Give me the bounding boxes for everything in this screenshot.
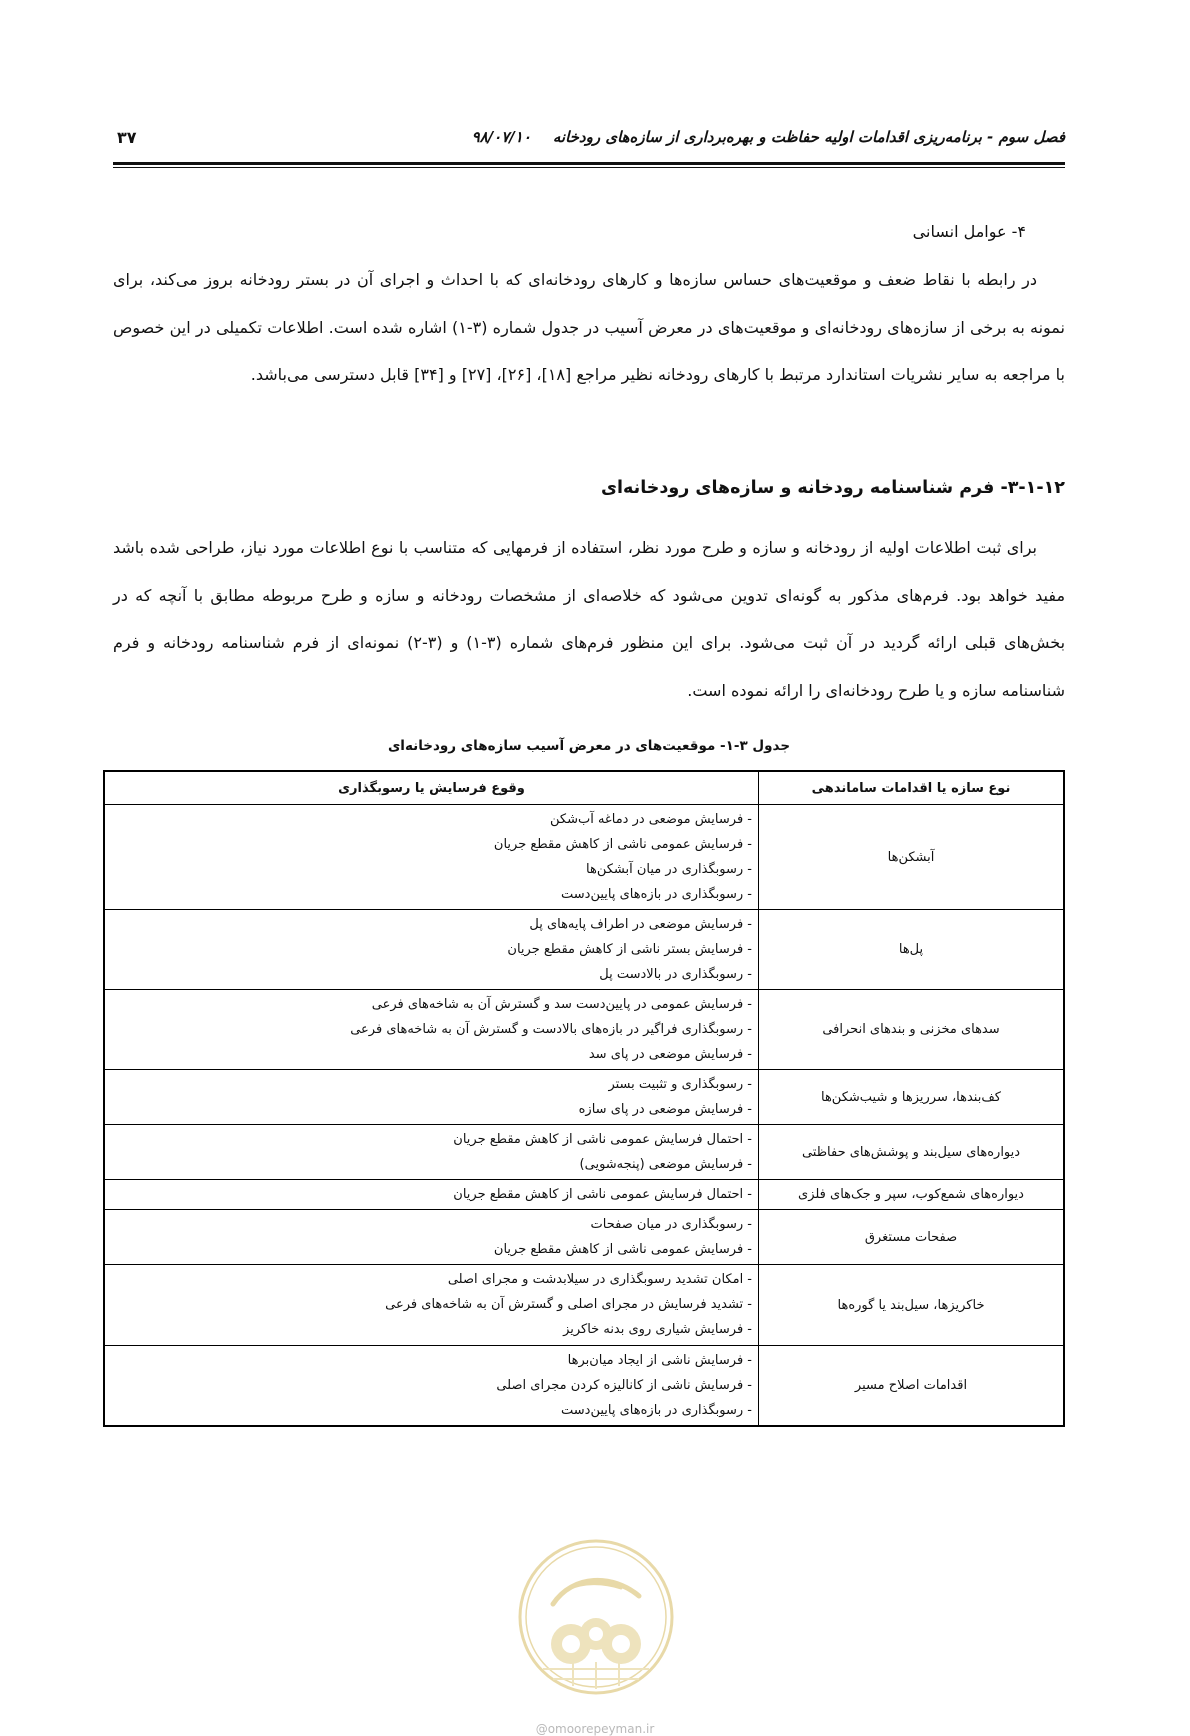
effect-item: - فرسایش عمومی در پایین‌دست سد و گسترش آن به شاخه‌های فرعی bbox=[371, 997, 752, 1012]
header-date: ۹۸/۰۷/۱۰ bbox=[471, 128, 531, 146]
structure-type-cell: خاکریزها، سیل‌بند یا گوره‌ها bbox=[759, 1265, 1065, 1346]
effect-item: - فرسایش عمومی ناشی از کاهش مقطع جریان bbox=[493, 837, 752, 852]
structure-type-cell: دیواره‌های سیل‌بند و پوشش‌های حفاظتی bbox=[759, 1125, 1065, 1180]
paragraph-weak-points bbox=[113, 256, 1065, 399]
effects-cell bbox=[104, 1210, 759, 1265]
effects-cell bbox=[104, 1346, 759, 1427]
paragraph-line: شده است. اطلاعات تکمیلی در این خصوص با مراجعه به سایر نشریات استاندارد مرتبط با کارهای رودخانه نظیر مراجع bbox=[113, 317, 1065, 384]
effects-cell bbox=[104, 1265, 759, 1346]
effect-item: - فرسایش عمومی ناشی از کاهش مقطع جریان bbox=[493, 1242, 752, 1257]
structure-type-cell: صفحات مستغرق bbox=[759, 1210, 1065, 1265]
effect-item: - احتمال فرسایش عمومی ناشی از کاهش مقطع جریان bbox=[453, 1187, 752, 1202]
page-number: ۳۷ bbox=[117, 128, 137, 147]
paragraph-line: بروز می‌کند، برای نمونه به برخی از سازه‌های رودخانه‌ای و موقعیت‌های در معرض آسیب در جدول شماره (۳-۱) اشاره bbox=[113, 270, 1066, 337]
damage-locations-table bbox=[103, 770, 1065, 1427]
table-row bbox=[104, 1265, 1064, 1346]
effect-item: - فرسایش ناشی از کانالیزه کردن مجرای اصلی bbox=[496, 1378, 752, 1393]
effect-item: - رسوبگذاری در بازه‌های پایین‌دست bbox=[561, 1403, 752, 1418]
section-heading: ۳-۱-۱۲- فرم شناسنامه رودخانه و سازه‌های رودخانه‌ای bbox=[601, 478, 1065, 498]
chapter-title: فصل سوم - برنامه‌ریزی اقدامات اولیه حفاظت و بهره‌برداری از سازه‌های رودخانه۹۸/۰۷/۱۰ bbox=[471, 128, 1065, 146]
effect-item: - رسوبگذاری در میان صفحات bbox=[590, 1217, 752, 1232]
effect-item: - رسوبگذاری در بالادست پل bbox=[599, 967, 752, 982]
effect-item: - رسوبگذاری فراگیر در بازه‌های بالادست و گسترش آن به شاخه‌های فرعی bbox=[350, 1022, 752, 1037]
column-header-erosion-sedimentation: وقوع فرسایش یا رسوبگذاری bbox=[104, 771, 759, 805]
effect-item: - امکان تشدید رسوبگذاری در سیلابدشت و مجرای اصلی bbox=[447, 1272, 752, 1287]
effects-cell bbox=[104, 990, 759, 1070]
watermark-site: @omoorepeyman.ir bbox=[535, 1722, 655, 1736]
effect-item: - رسوبگذاری و تثبیت بستر bbox=[608, 1077, 752, 1092]
paragraph-line: نیاز، طراحی شده باشد مفید خواهد بود. فرم‌های مذکور به گونه‌ای تدوین می‌شود که خلاصه‌ای از مشخصات رودخانه و bbox=[113, 538, 1066, 605]
table-row bbox=[104, 1070, 1064, 1125]
header-rule-thick bbox=[113, 162, 1065, 165]
effects-cell bbox=[104, 910, 759, 990]
effects-cell bbox=[104, 805, 759, 910]
structure-type-cell: آبشکن‌ها bbox=[759, 805, 1065, 910]
table-row bbox=[104, 805, 1064, 910]
effect-item: - رسوبگذاری در میان آبشکن‌ها bbox=[586, 862, 752, 877]
table-row bbox=[104, 910, 1064, 990]
effects-cell bbox=[104, 1125, 759, 1180]
structure-type-cell: کف‌بندها، سرریزها و شیب‌شکن‌ها bbox=[759, 1070, 1065, 1125]
effect-item: - فرسایش موضعی (پنجه‌شویی) bbox=[579, 1157, 752, 1172]
table-header-row bbox=[104, 771, 1064, 805]
structure-type-cell: سدهای مخزنی و بندهای انحرافی bbox=[759, 990, 1065, 1070]
header-rule-thin bbox=[113, 167, 1065, 168]
paragraph-line: برای ثبت اطلاعات اولیه از رودخانه و سازه و طرح مورد نظر، استفاده از فرمهایی که متناسب با نوع اطلاعات مورد bbox=[272, 538, 1038, 557]
table-row bbox=[104, 1125, 1064, 1180]
list-item-human-factors: ۴- عوامل انسانی bbox=[912, 222, 1026, 241]
table-row bbox=[104, 990, 1064, 1070]
page-header bbox=[113, 128, 1065, 154]
effect-item: - فرسایش بستر ناشی از کاهش مقطع جریان bbox=[507, 942, 752, 957]
watermark-logo bbox=[513, 1534, 679, 1700]
structure-type-cell: دیواره‌های شمع‌کوب، سپر و جک‌های فلزی bbox=[759, 1180, 1065, 1210]
table-row bbox=[104, 1346, 1064, 1427]
effect-item: - رسوبگذاری در بازه‌های پایین‌دست bbox=[561, 887, 752, 902]
table-caption: جدول ۳-۱- موقعیت‌های در معرض آسیب سازه‌های رودخانه‌ای bbox=[387, 738, 791, 754]
effect-item: - فرسایش موضعی در اطراف پایه‌های پل bbox=[529, 917, 752, 932]
effect-item: - تشدید فرسایش در مجرای اصلی و گسترش آن به شاخه‌های فرعی bbox=[385, 1297, 752, 1312]
effects-cell bbox=[104, 1180, 759, 1210]
structure-type-cell: پل‌ها bbox=[759, 910, 1065, 990]
paragraph-forms bbox=[113, 524, 1065, 714]
paragraph-line: شماره (۳-۱) و (۳-۲) نمونه‌ای از فرم شناسنامه رودخانه و فرم شناسنامه سازه و یا طرح رودخانه‌ای را ارائه نموده است. bbox=[113, 633, 1065, 700]
paragraph-line: در رابطه با نقاط ضعف و موقعیت‌های حساس سازه‌ها و کارهای رودخانه‌ای که با احداث و اجرای آن در بستر رودخانه bbox=[239, 270, 1037, 289]
effect-item: - فرسایش شیاری روی بدنه خاکریز bbox=[563, 1322, 752, 1337]
gear-logo-icon bbox=[513, 1534, 679, 1700]
paragraph-line: سازه و طرح مربوطه مطابق با آنچه که در بخش‌های قبلی ارائه گردید در آن ثبت می‌شود. برای این منظور فرم‌های bbox=[113, 585, 1066, 652]
table-row bbox=[104, 1180, 1064, 1210]
effect-item: - احتمال فرسایش عمومی ناشی از کاهش مقطع جریان bbox=[453, 1132, 752, 1147]
table-row bbox=[104, 1210, 1064, 1265]
column-header-structure-type: نوع سازه یا اقدامات ساماندهی bbox=[759, 771, 1065, 805]
effect-item: - فرسایش ناشی از ایجاد میان‌برها bbox=[567, 1353, 752, 1368]
effect-item: - فرسایش موضعی در دماغه آب‌شکن bbox=[550, 812, 752, 827]
paragraph-line: [۱۸]، [۲۶]، [۲۷] و [۳۴] قابل دسترسی می‌باشد. bbox=[250, 365, 572, 384]
effect-item: - فرسایش موضعی در پای سازه bbox=[578, 1102, 752, 1117]
effects-cell bbox=[104, 1070, 759, 1125]
structure-type-cell: اقدامات اصلاح مسیر bbox=[759, 1346, 1065, 1427]
effect-item: - فرسایش موضعی در پای سد bbox=[588, 1047, 752, 1062]
